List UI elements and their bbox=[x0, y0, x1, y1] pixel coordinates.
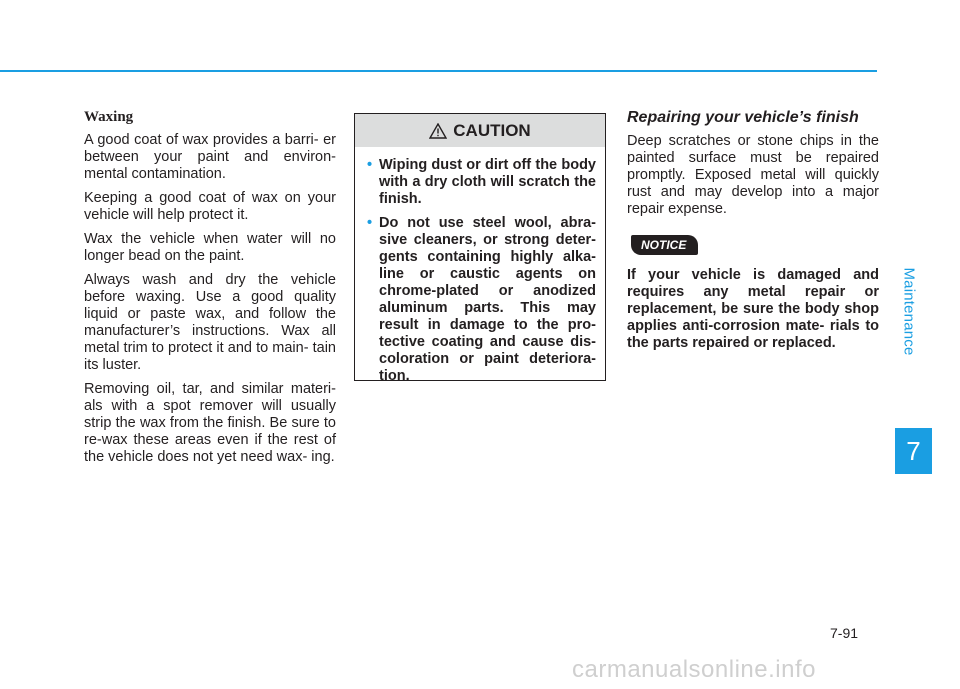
page-number: 7-91 bbox=[830, 625, 859, 641]
notice-text: If your vehicle is damaged and requires any metal repair or replacement, be sure the body shop applies anti-corrosion mate- rials to the parts repaired or replaced. bbox=[627, 267, 879, 351]
repair-title: Repairing your vehicle’s finish bbox=[627, 109, 859, 126]
caution-item: • Wiping dust or dirt off the body with a dry cloth will scratch the finish. bbox=[367, 157, 596, 208]
waxing-title: Waxing bbox=[84, 109, 134, 125]
chapter-number: 7 bbox=[906, 435, 921, 466]
notice-badge: NOTICE bbox=[631, 235, 698, 255]
chapter-number-box bbox=[895, 428, 932, 474]
waxing-paragraph: Removing oil, tar, and similar materi- als with a spot remover will usually strip the wax from the finish. Be sure to re-wax these areas even if the rest of the vehicle does not yet need wax- ing. bbox=[84, 381, 336, 465]
waxing-paragraph: Keeping a good coat of wax on your vehicle will help protect it. bbox=[84, 190, 336, 223]
repair-paragraph: Deep scratches or stone chips in the painted surface must be repaired promptly. Exposed metal will quickly rust and may develop into a major repair expense. bbox=[627, 133, 879, 217]
caution-box bbox=[354, 113, 606, 384]
repair-section bbox=[627, 109, 879, 359]
caution-header bbox=[355, 114, 605, 147]
warning-triangle-icon bbox=[429, 123, 447, 139]
caution-section bbox=[354, 113, 606, 384]
waxing-section bbox=[84, 109, 336, 473]
waxing-paragraph: A good coat of wax provides a barri- er between your paint and environ- mental contamination. bbox=[84, 132, 336, 182]
watermark: carmanualsonline.info bbox=[572, 656, 816, 683]
waxing-paragraph: Always wash and dry the vehicle before waxing. Use a good quality liquid or paste wax, and follow the manufacturer’s instructions. Wax all metal trim to protect it and to main- tain its luster. bbox=[84, 272, 336, 373]
chapter-tab-text: Maintenance bbox=[900, 266, 918, 356]
caution-item: • Do not use steel wool, abra- sive cleaners, or strong deter- gents containing highly alka- line or caustic agents on chrome-plated or anodized aluminum parts. This may result in damage to the pro- tective coating and cause dis- coloration or paint deteriora- tion. bbox=[367, 215, 596, 385]
chapter-tab-label bbox=[896, 200, 922, 422]
caution-list bbox=[355, 147, 605, 385]
caution-title: CAUTION bbox=[453, 120, 531, 140]
waxing-paragraph: Wax the vehicle when water will no longer bead on the paint. bbox=[84, 231, 336, 264]
top-rule bbox=[0, 70, 877, 72]
